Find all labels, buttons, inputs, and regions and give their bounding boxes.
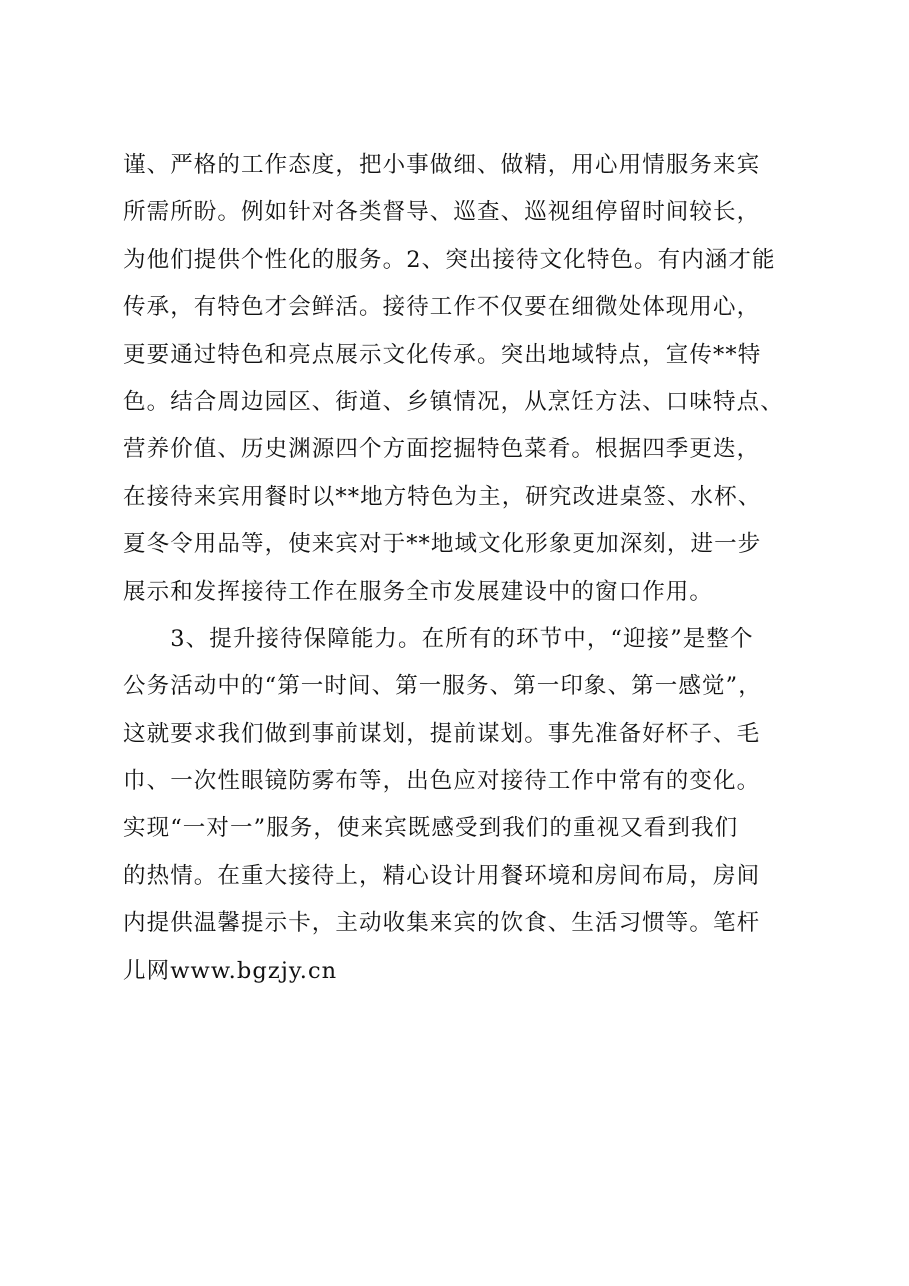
text-line: 儿网www.bgzjy.cn [123, 957, 338, 984]
text-line: 实现“一对一”服务，使来宾既感受到我们的重视又看到我们 [123, 815, 739, 842]
text-line: 的热情。在重大接待上，精心设计用餐环境和房间布局，房间 [123, 862, 761, 889]
text-line: 更要通过特色和亮点展示文化传承。突出地域特点，宣传**特 [123, 341, 762, 368]
text-line: 营养价值、历史渊源四个方面挖掘特色菜肴。根据四季更迭， [123, 436, 761, 463]
text-line: 为他们提供个性化的服务。2、突出接待文化特色。有内涵才能 [123, 246, 776, 273]
paragraph-start-line: 3、提升接待保障能力。在所有的环节中，“迎接”是整个 [123, 625, 754, 652]
text-line: 夏冬令用品等，使来宾对于**地域文化形象更加深刻，进一步 [123, 531, 762, 558]
text-line: 公务活动中的“第一时间、第一服务、第一印象、第一感觉”， [123, 673, 762, 700]
text-line: 谨、严格的工作态度，把小事做细、做精，用心用情服务来宾 [123, 152, 761, 178]
text-line: 内提供温馨提示卡，主动收集来宾的饮食、生活习惯等。笔杆 [123, 910, 761, 937]
text-line: 这就要求我们做到事前谋划，提前谋划。事先准备好杯子、毛 [123, 720, 761, 747]
text-line: 传承，有特色才会鲜活。接待工作不仅要在细微处体现用心， [123, 294, 761, 321]
text-line: 所需所盼。例如针对各类督导、巡查、巡视组停留时间较长， [123, 199, 761, 226]
document-body [123, 142, 823, 995]
text-line: 巾、一次性眼镜防雾布等，出色应对接待工作中常有的变化。 [123, 768, 761, 795]
text-line: 色。结合周边园区、街道、乡镇情况，从烹饪方法、口味特点、 [123, 388, 784, 415]
text-line: 展示和发挥接待工作在服务全市发展建设中的窗口作用。 [123, 578, 714, 605]
text-line: 在接待来宾用餐时以**地方特色为主，研究改进桌签、水杯、 [123, 483, 762, 510]
